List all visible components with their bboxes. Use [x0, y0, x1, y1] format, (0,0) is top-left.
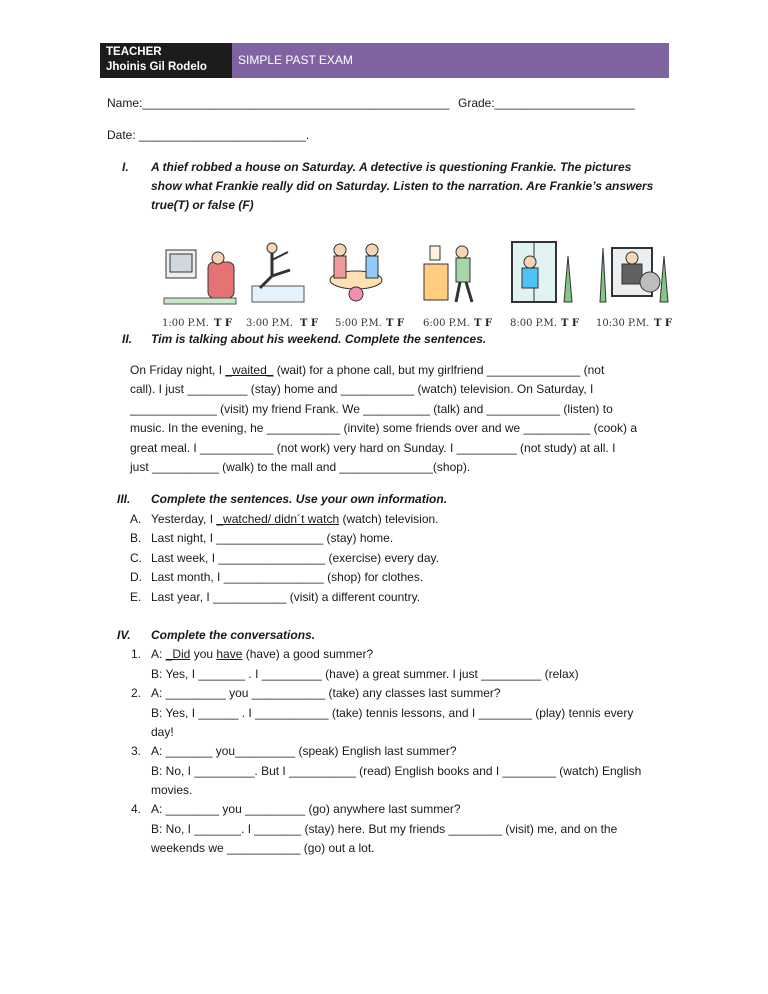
time-1: 1:00 P.M.	[162, 318, 209, 329]
date-field[interactable]: Date: _________________________.	[107, 128, 310, 142]
item-a	[151, 512, 439, 526]
picture-window-icon	[512, 242, 572, 302]
section-1-numeral: I.	[122, 160, 129, 174]
frankie-illustrations	[160, 236, 676, 332]
section-2-line-1	[130, 363, 604, 377]
conv-2-b: B: Yes, I ______ . I ___________ (take) tennis lessons, and I ________ (play) tennis every	[151, 706, 634, 720]
section-3-instruction: Complete the sentences. Use your own information.	[151, 492, 448, 506]
teacher-block	[100, 43, 232, 78]
text-part: (wait) for a phone call, but my girlfriend ______________ (not	[273, 363, 605, 377]
frankie-pictures	[160, 236, 676, 332]
tf-1[interactable]: T F	[214, 318, 233, 329]
time-4: 6:00 P.M.	[423, 318, 470, 329]
example-answer: _Did	[165, 647, 191, 661]
item-e: Last year, I ___________ (visit) a different country.	[151, 590, 421, 604]
time-5: 8:00 P.M.	[510, 318, 557, 329]
text-part: A:	[151, 647, 166, 661]
item-c: Last week, I ________________ (exercise) every day.	[151, 551, 439, 565]
section-2-line-6: just __________ (walk) to the mall and ______________(shop).	[130, 460, 471, 474]
picture-karate-icon	[252, 243, 304, 302]
example-answer: have	[216, 647, 243, 661]
conv-2-b2: day!	[151, 725, 174, 739]
section-2-line-2: call). I just _________ (stay) home and ___________ (watch) television. On Saturday, I	[130, 382, 594, 396]
grade-field[interactable]: Grade:_____________________	[458, 96, 635, 110]
conv-2-number: 2.	[131, 686, 142, 700]
section-3-numeral: III.	[117, 492, 131, 506]
conv-4-a: A: ________ you _________ (go) anywhere last summer?	[151, 802, 461, 816]
section-2-line-3: _____________ (visit) my friend Frank. We __________ (talk) and ___________ (listen) to	[130, 402, 613, 416]
conv-4-number: 4.	[131, 802, 142, 816]
section-4-numeral: IV.	[117, 628, 131, 642]
time-6: 10:30 P.M.	[596, 318, 650, 329]
item-c-letter: C.	[130, 551, 142, 565]
name-field[interactable]: Name:______________________________________________	[107, 96, 450, 110]
example-answer: _watched/ didn´t watch	[216, 512, 340, 526]
teacher-name: Jhoinis Gil Rodelo	[106, 61, 207, 73]
tf-5[interactable]: T F	[561, 318, 580, 329]
conv-1-a	[151, 647, 373, 661]
item-e-letter: E.	[130, 590, 142, 604]
section-2-instruction: Tim is talking about his weekend. Complete the sentences.	[151, 332, 487, 346]
section-2-numeral: II.	[122, 332, 133, 346]
section-4-instruction: Complete the conversations.	[151, 628, 316, 642]
item-d-letter: D.	[130, 570, 142, 584]
time-2: 3:00 P.M.	[246, 318, 293, 329]
section-1-line-3: true(T) or false (F)	[151, 198, 254, 212]
conv-2-a: A: _________ you ___________ (take) any classes last summer?	[151, 686, 501, 700]
teacher-label: TEACHER	[106, 46, 162, 58]
text-part: (watch) television.	[339, 512, 439, 526]
picture-thief-icon	[600, 248, 668, 302]
text-part: (have) a good summer?	[242, 647, 374, 661]
section-1-line-2: show what Frankie really did on Saturday. Listen to the narration. Are Frankie’s answers	[151, 179, 654, 193]
time-3: 5:00 P.M.	[335, 318, 382, 329]
exam-title: SIMPLE PAST EXAM	[232, 43, 669, 78]
tf-2[interactable]: T F	[300, 318, 319, 329]
text-part: Yesterday, I	[151, 512, 217, 526]
picture-cooking-icon	[424, 246, 472, 302]
tf-6[interactable]: T F	[654, 318, 673, 329]
tf-3[interactable]: T F	[386, 318, 405, 329]
exam-header	[100, 43, 669, 78]
item-b: Last night, I ________________ (stay) home.	[151, 531, 394, 545]
conv-3-b2: movies.	[151, 783, 193, 797]
text-part: you	[190, 647, 217, 661]
tf-4[interactable]: T F	[474, 318, 493, 329]
picture-tv-icon	[164, 250, 236, 304]
conv-3-b: B: No, I _________. But I __________ (read) English books and I ________ (watch) English	[151, 764, 642, 778]
section-2-line-4: music. In the evening, he ___________ (invite) some friends over and we __________ (cook) a	[130, 421, 637, 435]
conv-1-b: B: Yes, I _______ . I _________ (have) a great summer. I just _________ (relax)	[151, 667, 579, 681]
section-1-line-1: A thief robbed a house on Saturday. A detective is questioning Frankie. The pictures	[151, 160, 632, 174]
example-answer: _waited_	[225, 363, 274, 377]
conv-3-a: A: _______ you_________ (speak) English last summer?	[151, 744, 457, 758]
item-b-letter: B.	[130, 531, 142, 545]
section-2-line-5: great meal. I ___________ (not work) very hard on Sunday. I _________ (not study) at all. I	[130, 441, 616, 455]
text-part: On Friday night, I	[130, 363, 226, 377]
conv-4-b: B: No, I _______. I _______ (stay) here. But my friends ________ (visit) me, and on the	[151, 822, 618, 836]
conv-1-number: 1.	[131, 647, 142, 661]
picture-dinner-icon	[330, 244, 382, 301]
item-a-letter: A.	[130, 512, 142, 526]
conv-4-b2: weekends we ___________ (go) out a lot.	[151, 841, 375, 855]
item-d: Last month, I _______________ (shop) for clothes.	[151, 570, 424, 584]
conv-3-number: 3.	[131, 744, 142, 758]
